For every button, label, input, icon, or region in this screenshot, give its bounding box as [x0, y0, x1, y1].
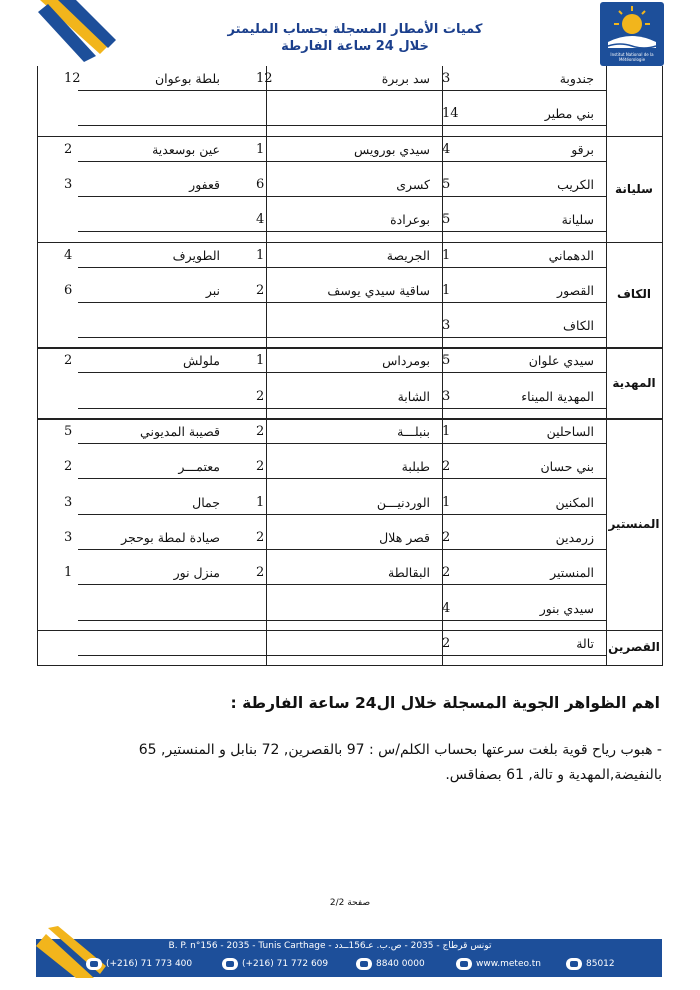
table-column-divider — [606, 66, 607, 665]
rainfall-value: 3 — [64, 529, 73, 545]
cell-underline — [266, 443, 442, 444]
cell-underline — [442, 655, 606, 656]
rainfall-value: 3 — [64, 494, 73, 510]
report-subtitle: خلال 24 ساعة الفارطة — [281, 39, 429, 54]
station-name: سيدي بنور — [539, 600, 594, 616]
logo-caption: Institut National de la Météorologie — [610, 52, 654, 62]
cell-underline — [266, 514, 442, 515]
cell-underline — [78, 408, 266, 409]
cell-underline — [78, 302, 266, 303]
footer-website[interactable]: www.meteo.tn — [456, 956, 541, 972]
rainfall-value: 1 — [442, 494, 451, 510]
cell-underline — [266, 90, 442, 91]
cell-underline — [78, 549, 266, 550]
governorate-label: القصرين — [608, 640, 660, 655]
cell-underline — [78, 337, 266, 338]
station-name: بوعرادة — [390, 212, 430, 228]
station-name: نبر — [205, 282, 220, 298]
phone-icon — [86, 958, 102, 970]
cell-underline — [78, 231, 266, 232]
cell-underline — [442, 161, 606, 162]
rainfall-value: 1 — [442, 282, 451, 298]
governorate-separator — [38, 630, 662, 632]
cell-underline — [442, 302, 606, 303]
station-name: الجريصة — [386, 247, 430, 263]
station-name: تالة — [576, 635, 594, 651]
station-name: البقالطة — [388, 565, 430, 581]
cell-underline — [78, 125, 266, 126]
station-name: قصيبة المديوني — [140, 424, 220, 439]
station-name: الشابة — [397, 388, 430, 404]
rainfall-value: 4 — [442, 600, 451, 616]
footer-green-number: 8840 0000 — [356, 956, 425, 972]
rainfall-value: 2 — [442, 635, 451, 651]
cell-underline — [266, 408, 442, 409]
footer-sms: 85012 — [566, 956, 615, 972]
station-name: عين بوسعدية — [152, 141, 220, 157]
cell-underline — [266, 337, 442, 338]
rainfall-value: 2 — [64, 141, 73, 157]
observations-line-1: - هبوب رياح قوية بلغت سرعتها بحساب الكلم/س : 97 بالقصرين, 72 بنابل و المنستير, 65 — [138, 742, 662, 758]
governorate-label: المنستير — [608, 516, 660, 531]
station-name: المهدية الميناء — [521, 388, 594, 404]
cell-underline — [266, 620, 442, 621]
station-name: الدهماني — [548, 247, 594, 263]
report-title: كميات الأمطار المسجلة بحساب المليمتر — [227, 22, 483, 37]
cell-underline — [442, 231, 606, 232]
rainfall-value: 12 — [64, 71, 81, 86]
station-name: المنستير — [550, 565, 594, 581]
rainfall-value: 5 — [442, 212, 451, 228]
footer-address: B. P. n°156 - 2035 - Tunis Carthage - تونس قرطاج - 2035 - ص.ب. عـ156ــدد — [168, 941, 492, 951]
station-name: بومرداس — [382, 353, 430, 369]
cell-underline — [442, 620, 606, 621]
station-name: بني مطير — [544, 106, 594, 122]
rainfall-value: 3 — [64, 176, 73, 192]
station-name: الوردنيـــن — [376, 494, 430, 510]
rainfall-value: 2 — [256, 282, 265, 298]
cell-underline — [442, 196, 606, 197]
rainfall-value: 2 — [442, 459, 451, 475]
station-name: جندوبة — [559, 71, 594, 86]
governorate-separator — [38, 347, 662, 349]
rainfall-value: 1 — [64, 565, 73, 581]
station-name: الكريب — [557, 176, 594, 192]
cell-underline — [78, 267, 266, 268]
observations-title: اهم الظواهر الجوية المسجلة خلال ال24 ساعة الفارطة : — [230, 694, 660, 712]
rainfall-value: 6 — [256, 176, 265, 192]
header-stripes-decoration — [36, 0, 116, 66]
rainfall-value: 5 — [64, 424, 73, 439]
cell-underline — [442, 337, 606, 338]
rainfall-value: 5 — [442, 176, 451, 192]
rainfall-value: 3 — [442, 318, 451, 334]
station-name: منزل نور — [173, 565, 220, 581]
cell-underline — [78, 443, 266, 444]
rainfall-value: 1 — [442, 247, 451, 263]
rainfall-value: 1 — [256, 353, 265, 369]
cell-underline — [266, 302, 442, 303]
cell-underline — [266, 231, 442, 232]
rainfall-value: 12 — [256, 71, 273, 86]
observations-text — [40, 738, 662, 788]
station-name: برقو — [571, 141, 594, 157]
sms-icon — [566, 958, 582, 970]
globe-icon — [456, 958, 472, 970]
station-name: المكنين — [555, 494, 594, 510]
cell-underline — [266, 549, 442, 550]
station-name: القصور — [557, 282, 594, 298]
station-name: كسرى — [396, 176, 430, 192]
rainfall-value: 4 — [442, 141, 451, 157]
rainfall-value: 1 — [256, 141, 265, 157]
rainfall-value: 1 — [256, 247, 265, 263]
cell-underline — [78, 478, 266, 479]
rainfall-value: 3 — [442, 71, 451, 86]
rainfall-value: 5 — [442, 353, 451, 369]
cell-underline — [78, 620, 266, 621]
rainfall-value: 14 — [442, 106, 459, 122]
rainfall-value: 2 — [256, 529, 265, 545]
rainfall-value: 2 — [256, 388, 265, 404]
rainfall-value: 2 — [64, 459, 73, 475]
governorate-label: الكاف — [616, 287, 652, 302]
governorate-separator — [38, 418, 662, 420]
station-name: الكاف — [563, 318, 594, 334]
rainfall-value: 2 — [64, 353, 73, 369]
cell-underline — [78, 196, 266, 197]
rainfall-value: 4 — [256, 212, 265, 228]
page-number: صفحة 2/2 — [329, 898, 371, 908]
station-name: ملولش — [182, 353, 220, 369]
cell-underline — [266, 655, 442, 656]
station-name: طبلبة — [401, 459, 430, 475]
rainfall-value: 2 — [442, 565, 451, 581]
rainfall-value: 2 — [256, 424, 265, 439]
cell-underline — [266, 478, 442, 479]
footer-phone-2: (+216) 71 772 609 — [222, 956, 328, 972]
rainfall-table — [37, 66, 663, 666]
station-name: سيدي بورويس — [354, 141, 430, 157]
cell-underline — [78, 90, 266, 91]
station-name: صيادة لمطة بوحجر — [121, 529, 220, 545]
phone-icon — [356, 958, 372, 970]
governorate-separator — [38, 136, 662, 138]
cell-underline — [442, 478, 606, 479]
cell-underline — [266, 372, 442, 373]
cell-underline — [78, 161, 266, 162]
station-name: سليانة — [561, 212, 594, 228]
rainfall-value: 2 — [256, 565, 265, 581]
rainfall-value: 1 — [442, 424, 451, 439]
cell-underline — [266, 584, 442, 585]
cell-underline — [442, 90, 606, 91]
cell-underline — [78, 372, 266, 373]
rainfall-value: 2 — [442, 529, 451, 545]
cell-underline — [442, 549, 606, 550]
cell-underline — [78, 514, 266, 515]
rainfall-value: 2 — [256, 459, 265, 475]
station-name: قعفور — [189, 176, 220, 192]
cell-underline — [266, 267, 442, 268]
cell-underline — [266, 161, 442, 162]
station-name: الساحلين — [546, 424, 594, 439]
station-name: بلطة بوعوان — [154, 71, 220, 86]
governorate-label: المهدية — [612, 375, 656, 390]
cell-underline — [442, 372, 606, 373]
station-name: سيدي علوان — [528, 353, 594, 369]
station-name: الطويرف — [172, 247, 220, 263]
cell-underline — [442, 408, 606, 409]
cell-underline — [442, 125, 606, 126]
station-name: ساقية سيدي يوسف — [327, 282, 430, 298]
cell-underline — [78, 584, 266, 585]
station-name: بنبلـــة — [397, 424, 430, 439]
cell-underline — [78, 655, 266, 656]
station-name: زرمدين — [555, 529, 594, 545]
station-name: معتمـــر — [178, 459, 220, 475]
cell-underline — [442, 267, 606, 268]
cell-underline — [442, 584, 606, 585]
cell-underline — [442, 514, 606, 515]
governorate-label: سليانة — [615, 181, 653, 196]
rainfall-value: 6 — [64, 282, 73, 298]
governorate-separator — [38, 242, 662, 244]
cell-underline — [442, 443, 606, 444]
rainfall-value: 4 — [64, 247, 73, 263]
station-name: قصر هلال — [379, 529, 430, 545]
cell-underline — [266, 196, 442, 197]
station-name: بني حسان — [540, 459, 594, 475]
station-name: جمال — [192, 494, 220, 510]
footer-phone-1: (+216) 71 773 400 — [86, 956, 192, 972]
station-name: سد بربرة — [381, 71, 430, 86]
cell-underline — [266, 125, 442, 126]
rainfall-value: 1 — [256, 494, 265, 510]
observations-line-2: بالنفيضة,المهدية و تالة, 61 بصفاقس. — [445, 767, 662, 783]
rainfall-value: 3 — [442, 388, 451, 404]
fax-icon — [222, 958, 238, 970]
